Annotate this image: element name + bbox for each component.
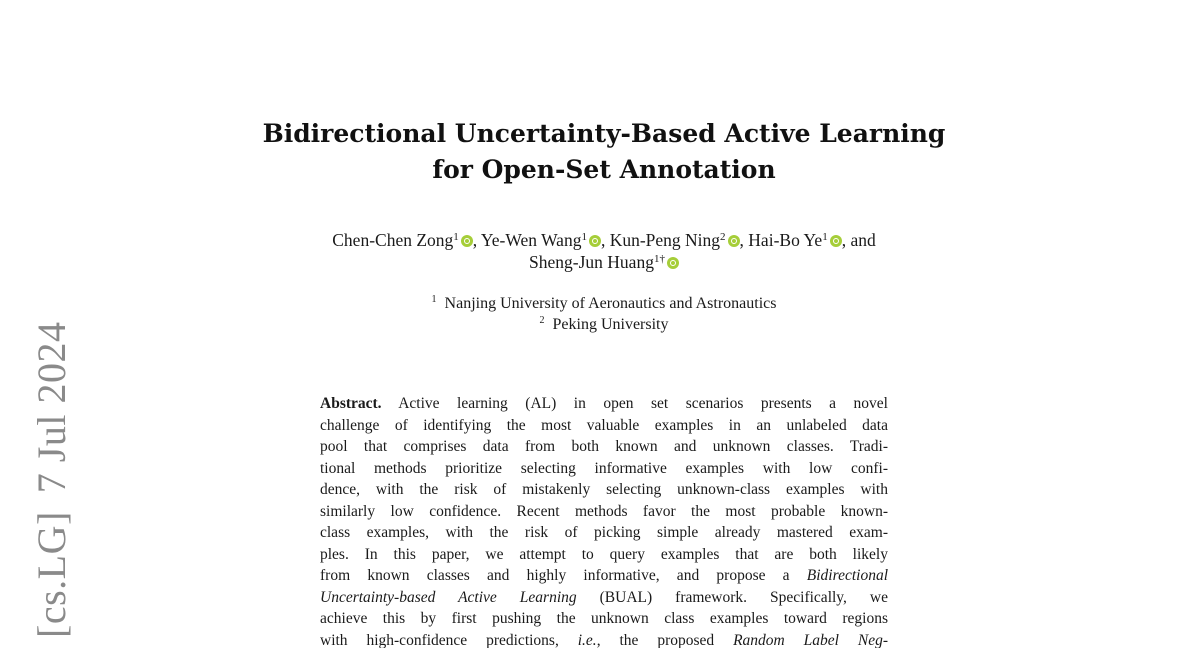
abstract-line: similarly low confidence. Recent methods favor the most probable known- [320,502,888,520]
arxiv-category: [cs.LG] [29,511,74,638]
abstract-line: tional methods prioritize selecting informative examples with low confi- [320,459,888,477]
abstract-line: Uncertainty-based Active Learning (BUAL) framework. Specifically, we [320,588,888,606]
abstract-line: ples. In this paper, we attempt to query examples that are both likely [320,545,888,563]
orcid-icon[interactable] [589,235,601,247]
orcid-icon[interactable] [461,235,473,247]
author-list [0,229,1200,273]
abstract-line: achieve this by first pushing the unknown class examples toward regions [320,610,888,627]
author-line-1: Chen-Chen Zong$^1$ , Ye-Wen Wang$^1$ , Kun-Peng Ning$^2$ , Hai-Bo Ye$^1$ , and [332,230,876,250]
title-line-2: for Open-Set Annotation [432,155,776,184]
author: Ye-Wen Wang$^1$ [481,230,601,250]
abstract-line: challenge of identifying the most valuable examples in an unlabeled data [320,416,888,434]
abstract-line: class examples, with the risk of picking simple already mastered exam- [320,524,888,541]
affiliations [0,293,1200,335]
abstract-line: dence, with the risk of mistakenly selecting unknown-class examples with [320,481,888,498]
abstract-line: Abstract. Active learning (AL) in open set scenarios presents a novel [320,395,888,412]
arxiv-date: 7 Jul 2024 [29,321,74,494]
paper-title [0,116,1200,188]
orcid-icon[interactable] [728,235,740,247]
abstract-heading: Abstract. [320,395,382,412]
author: Sheng-Jun Huang$^{1\dagger}$ [529,252,679,272]
affiliation: $^2$ Peking University [539,315,669,333]
orcid-icon[interactable] [830,235,842,247]
abstract-line: from known classes and highly informative, and propose a Bidirectional [320,567,888,584]
author-line-2 [0,251,1200,273]
abstract-line: with high-confidence predictions, i.e., the proposed Random Label Neg- [320,631,888,648]
title-line-1: Bidirectional Uncertainty-Based Active Learning [262,119,946,148]
orcid-icon[interactable] [667,257,679,269]
arxiv-stamp [28,322,75,638]
abstract [320,393,888,648]
affiliation: $^1$ Nanjing University of Aeronautics and Astronautics [431,294,777,312]
author: Kun-Peng Ning$^2$ [610,230,740,250]
author: Chen-Chen Zong$^1$ [332,230,473,250]
abstract-line: pool that comprises data from both known and unknown classes. Tradi- [320,438,888,455]
author: Hai-Bo Ye$^1$ [748,230,841,250]
